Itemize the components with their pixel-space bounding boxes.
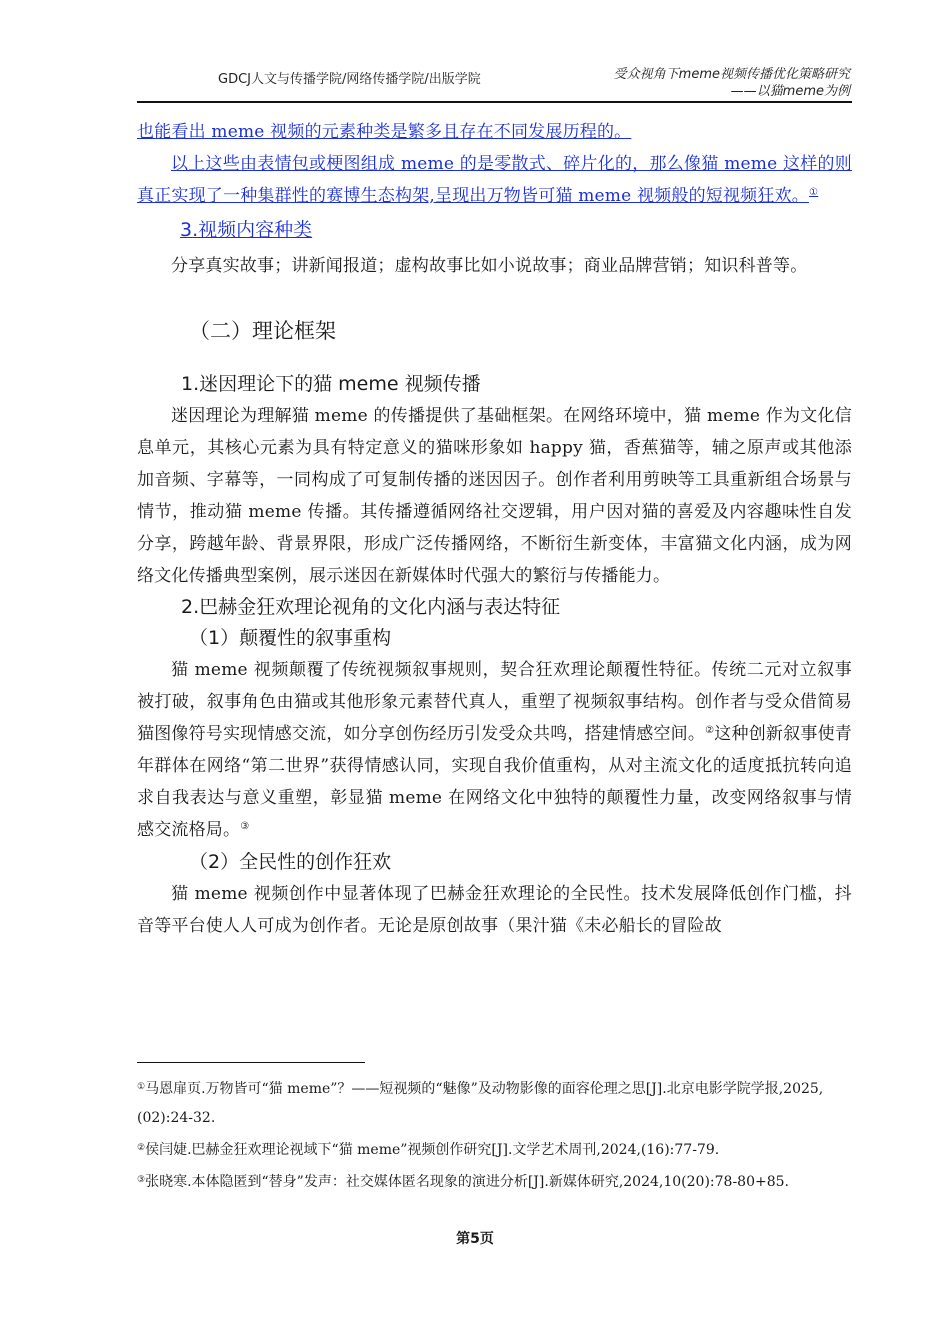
header-title — [614, 66, 850, 100]
header-rule — [137, 101, 852, 103]
header-title-line2: ——以猫meme为例 — [730, 84, 850, 99]
footnote-text: 侯闫婕.巴赫金狂欢理论视域下“猫 meme”视频创作研究[J].文学艺术周刊,2024,(16):77-79. — [145, 1142, 720, 1158]
footnote-ref-2: ② — [705, 725, 715, 736]
paragraph-universal-creation: 猫 meme 视频创作中显著体现了巴赫金狂欢理论的全民性。技术发展降低创作门槛，抖音等平台使人人可成为创作者。无论是原创故事（果汁猫《未必船长的冒险故 — [137, 884, 852, 936]
page-number: 第5页 — [456, 1231, 494, 1247]
footnote-mark: ③ — [137, 1175, 146, 1185]
footnote-mark: ② — [137, 1143, 146, 1153]
link-cyber-ecology[interactable]: 以上这些由表情包或梗图组成 meme 的是零散式、碎片化的，那么像猫 meme 这样的则真正实现了一种集群性的赛博生态构架,呈现出万物皆可猫 meme 视频般的短视频狂欢。 — [137, 154, 852, 206]
footnote-1 — [137, 1075, 852, 1133]
footnotes — [137, 1075, 852, 1200]
heading-theoretical-framework: （二）理论框架 — [189, 319, 336, 343]
heading-meme-theory: 1.迷因理论下的猫 meme 视频传播 — [181, 373, 481, 395]
paragraph-element-types[interactable] — [137, 116, 852, 148]
header-title-line1: 受众视角下meme视频传播优化策略研究 — [613, 67, 850, 82]
paragraph-subversive-part-a: 猫 meme 视频颠覆了传统视频叙事规则，契合狂欢理论颠覆性特征。传统二元对立叙事被打破，叙事角色由猫或其他形象元素替代真人，重塑了视频叙事结构。创作者与受众借简易猫图像符号实现情感交流，如分享创伤经历引发受众共鸣，搭建情感空间。 — [137, 660, 852, 744]
footnote-ref-3: ③ — [240, 821, 250, 832]
footnote-separator — [137, 1062, 365, 1063]
paragraph-meme-theory: 迷因理论为理解猫 meme 的传播提供了基础框架。在网络环境中，猫 meme 作为文化信息单元，其核心元素为具有特定意义的猫咪形象如 happy 猫，香蕉猫等，辅之原声或其他添加音频、字幕等，一同构成了可复制传播的迷因因子。创作者利用剪映等工具重新组合场景与情节，推动猫 meme 传播。其传播遵循网络社交逻辑，用户因对猫的喜爱及内容趣味性自发分享，跨越年龄、背景界限，形成广泛传播网络，不断衍生新变体，丰富猫文化内涵，成为网络文化传播典型案例，展示迷因在新媒体时代强大的繁衍与传播能力。 — [137, 406, 852, 586]
footnote-text: 张晓寒.本体隐匿到“替身”发声：社交媒体匿名现象的演进分析[J].新媒体研究,2024,10(20):78-80+85. — [145, 1174, 789, 1190]
paragraph-subversive-narrative — [137, 654, 852, 846]
footnote-3 — [137, 1168, 852, 1197]
heading-video-types[interactable]: 3.视频内容种类 — [180, 219, 313, 241]
link-element-types[interactable]: 也能看出 meme 视频的元素种类是繁多且存在不同发展历程的。 — [137, 122, 632, 142]
heading-carnival-theory: 2.巴赫金狂欢理论视角的文化内涵与表达特征 — [181, 596, 561, 618]
paragraph-subversive-part-b: 这种创新叙事使青年群体在网络“第二世界”获得情感认同，实现自我价值重构，从对主流文化的适度抵抗转向追求自我表达与意义重塑，彰显猫 meme 在网络文化中独特的颠覆性力量，改变网络叙事与情感交流格局。 — [137, 724, 852, 840]
page-body — [137, 116, 852, 942]
footnote-2 — [137, 1136, 852, 1165]
heading-universal-creation: （2）全民性的创作狂欢 — [189, 851, 392, 873]
paragraph-cyber-ecology[interactable] — [137, 148, 852, 212]
footnote-ref-1[interactable]: ① — [808, 187, 819, 198]
paragraph-video-types: 分享真实故事；讲新闻报道；虚构故事比如小说故事；商业品牌营销；知识科普等。 — [171, 256, 808, 276]
footnote-mark: ① — [137, 1082, 146, 1092]
heading-subversive-narrative: （1）颠覆性的叙事重构 — [189, 627, 392, 649]
header-institution: GDCJ人文与传播学院/网络传播学院/出版学院 — [218, 72, 481, 87]
footnote-text: 马恩扉页.万物皆可“猫 meme”？——短视频的“魅像”及动物影像的面容伦理之思[J].北京电影学院学报,2025,(02):24-32. — [137, 1081, 824, 1126]
